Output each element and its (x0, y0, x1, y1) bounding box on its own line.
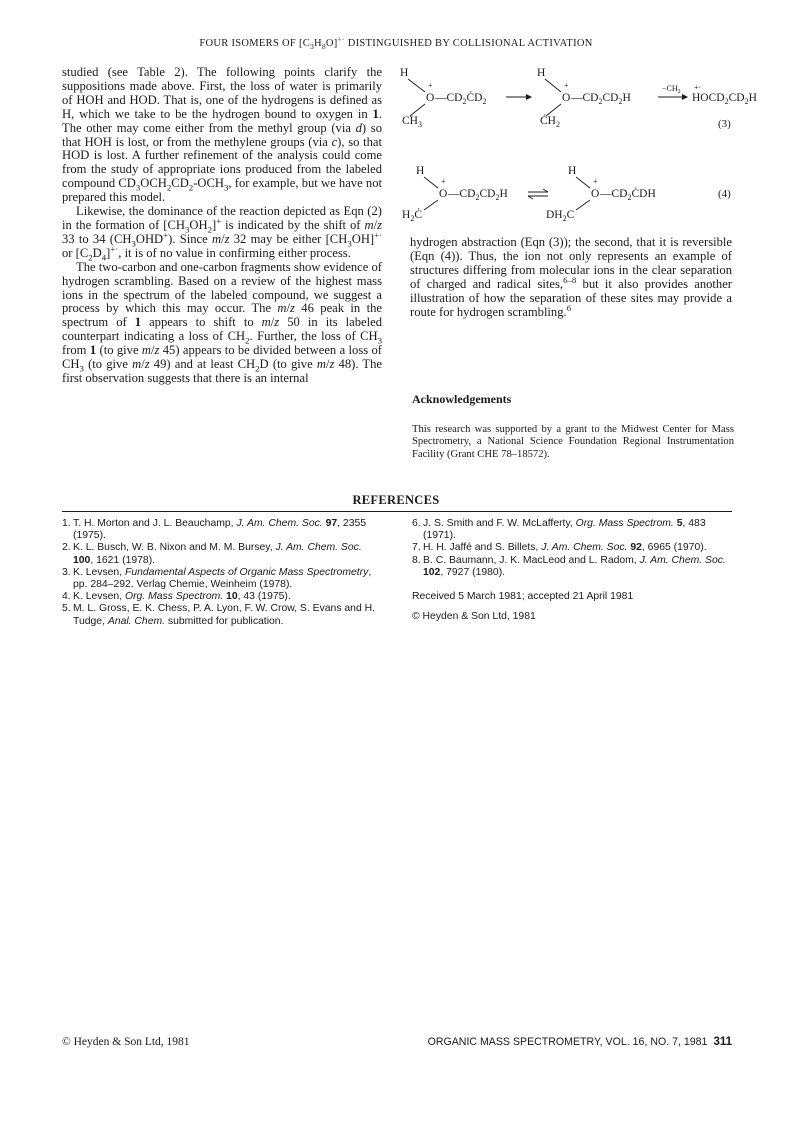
reference-copyright: © Heyden & Son Ltd, 1981 (412, 611, 536, 623)
references-rule (62, 511, 732, 512)
references-left-column (62, 518, 384, 628)
reference-2: 2. K. L. Busch, W. B. Nixon and M. M. Bursey, J. Am. Chem. Soc. 100, 1621 (1978). (62, 542, 362, 566)
svg-text:+·: +· (694, 83, 702, 92)
scheme-4-drawing (400, 160, 740, 222)
svg-text:+: + (441, 177, 446, 186)
eq4-left-chain: $—CD_2CD_2H$ (448, 188, 508, 202)
reference-5: 5. M. L. Gross, E. K. Chess, P. A. Lyon, F. W. Crow, S. Evans and H. Tudge, Anal. Chem. submitted for publication. (62, 603, 376, 627)
reference-1: 1. T. H. Morton and J. L. Beauchamp, J. Am. Chem. Soc. 97, 2355 (1975). (62, 518, 367, 542)
reaction-scheme-4 (400, 160, 740, 222)
reference-3: 3. K. Levsen, Fundamental Aspects of Organic Mass Spectrometry, pp. 284–292. Verlag Chemie, Weinheim (1978). (62, 566, 372, 591)
eq4-right-h: H (568, 165, 577, 177)
eq4-right-o: O (591, 188, 600, 200)
running-title: FOUR ISOMERS OF $[C_3H_8O]^{+\cdot}$ DISTINGUISHED BY COLLISIONAL ACTIVATION (199, 34, 593, 52)
footer-copyright: © Heyden & Son Ltd, 1981 (62, 1036, 190, 1048)
references-right-column (412, 518, 734, 623)
eq3-mid-ch2: $ĊH_2$ (540, 115, 560, 129)
paragraph-eqn2: Likewise, the dominance of the reaction depicted as Eqn (2) in the formation of $[CH_3OH_2]^+$ is indicated by the shift of m/z 33 to 34 $(CH_3OHD^+)$. Since m/z 32 may be either $[CH_3OH]^{+\cdot}$ or $[C_2D_4]^{+\cdot}$, it is of no value in confirming either process. (62, 204, 383, 263)
references-heading: REFERENCES (352, 493, 440, 507)
eq3-left-h: H (400, 67, 409, 79)
received-dates: Received 5 March 1981; accepted 21 April 1981 (412, 591, 634, 603)
left-column (62, 66, 382, 386)
paragraph-water-loss: studied (see Table 2). The following points clarify the suppositions made above. First, the loss of water is primarily of HOH and HOD. That is, one of the hydrogens is defined as H, which we take to be the hydrogen bound to oxygen in 1. The other may come either from the methyl group (via d) so that HOH is lost, or from the methylene groups (via c), so that HOD is lost. A further refinement of the analysis could come from the study of appropriate ions produced from the labeled compound $CD_3OCH_2CD_2-OCH_3$, for example, but we have not prepared this model. (62, 65, 382, 205)
eq3-left-o: O (426, 92, 435, 104)
reference-8: 8. B. C. Baumann, J. K. MacLeod and L. Radom, J. Am. Chem. Soc. 102, 7927 (1980). (412, 554, 726, 578)
page-number: 311 (713, 1036, 732, 1048)
journal-info: ORGANIC MASS SPECTROMETRY, VOL. 16, NO. 7, 1981 (427, 1036, 708, 1048)
reference-7: 7. H. H. Jaffé and S. Billets, J. Am. Chem. Soc. 92, 6965 (1970). (412, 542, 707, 554)
svg-text:+: + (593, 177, 598, 186)
svg-text:+: + (564, 81, 569, 90)
scheme-3-drawing (400, 62, 757, 138)
acknowledgements-heading: Acknowledgements (412, 392, 512, 406)
svg-text:+: + (428, 81, 433, 90)
reference-4: 4. K. Levsen, Org. Mass Spectrom. 10, 43 (1975). (62, 591, 291, 603)
right-column (410, 236, 732, 319)
reference-6: 6. J. S. Smith and F. W. McLafferty, Org. Mass Spectrom. 5, 483 (1971). (412, 518, 706, 542)
footer-journal (428, 1036, 732, 1048)
eq3-mid-o: O (562, 92, 571, 104)
eq4-left-o: O (439, 188, 448, 200)
eq4-left-h2c: $H_2Ċ$ (402, 209, 422, 223)
eq3-mid-chain: $—CD_2CD_2H$ (571, 92, 631, 106)
eq4-left-h: H (416, 165, 425, 177)
eq3-left-chain: $—CD_2ĊD_2$ (435, 92, 487, 106)
eq3-mid-h: H (537, 67, 546, 79)
acknowledgements-text: This research was supported by a grant to the Midwest Center for Mass Spectrometry, a National Science Foundation Regional Instrumentation Facility (Grant CHE 78–18572). (412, 424, 734, 460)
paragraph-scrambling: The two-carbon and one-carbon fragments show evidence of hydrogen scrambling. Based on a review of the highest mass ions in the spectrum of the labeled compound, we suggest a process by which this may occur. The m/z 46 peak in the spectrum of 1 appears to shift to m/z 50 in its labeled counterpart indicating a loss of $CH_2$. Further, the loss of $CH_3$ from 1 (to give m/z 45) appears to be divided between a loss of $CH_3$ (to give m/z 49) and at least $CH_2D$ (to give m/z 48). The first observation suggests that there is an internal (62, 259, 383, 385)
eq3-left-ch3: $CH_3$ (402, 115, 422, 129)
reaction-scheme-3 (400, 62, 757, 138)
eq4-right-dh2c: $DH_2C$ (546, 209, 575, 223)
eq3-product: $HOCD_2CD_2H$ (692, 92, 757, 106)
eq3-arrow-label: $-CH_2$ (662, 84, 681, 95)
eq3-number: (3) (718, 118, 731, 130)
eq4-number: (4) (718, 188, 731, 200)
eq4-right-chain: $—CD_2ĊDH$ (600, 188, 656, 202)
paragraph-abstraction: hydrogen abstraction (Eqn (3)); the second, that it is reversible (Eqn (4)). Thus, the ion not only represents an example of structures differing from molecular ions in the clear separation of charged and radical sites,$^{6-8}$ but it also provides another illustration of how the separation of these sites may provide a route for hydrogen scrambling.$^6$ (410, 235, 732, 319)
